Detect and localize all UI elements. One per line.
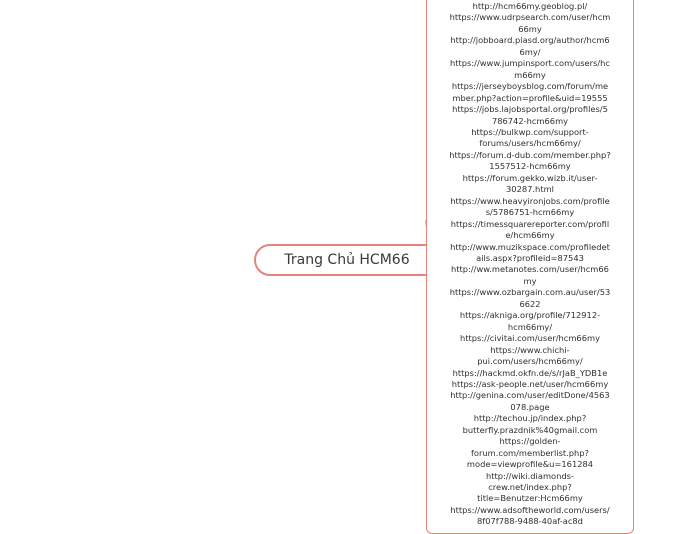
subtopic-text-line: http://hcm66my.geoblog.pl/ bbox=[472, 1, 588, 11]
subtopic-text-line: 8f07f788-9488-40af-ac8d bbox=[477, 516, 583, 527]
subtopic-text-line: mode=viewprofile&u=161284 bbox=[466, 459, 594, 470]
subtopic-text-line: https://www.chichi- bbox=[490, 344, 570, 355]
subtopic-text-line: https://civitai.com/user/hcm66my bbox=[460, 333, 600, 344]
subtopic-text-line: ails.aspx?profileid=87543 bbox=[476, 252, 584, 263]
subtopic-text-line: 30287.html bbox=[506, 184, 554, 195]
subtopic-text-line: http://ww.metanotes.com/user/hcm66 bbox=[451, 264, 609, 275]
subtopic-text-line: e/hcm66my bbox=[505, 230, 555, 241]
subtopic-text-line: forums/users/hcm66my/ bbox=[479, 138, 581, 149]
subtopic-text-line: https://ask-people.net/user/hcm66my bbox=[451, 378, 609, 389]
subtopic-text-line: 1557512-hcm66my bbox=[489, 161, 571, 172]
subtopic-text-line: https://www.heavyironjobs.com/profile bbox=[450, 195, 610, 206]
subtopic-text-line: 66my bbox=[518, 23, 542, 34]
subtopic-text-line: 6my/ bbox=[519, 46, 541, 57]
subtopic-text-line: http://techou.jp/index.php? bbox=[473, 413, 587, 424]
subtopic-text-line: https://www.ozbargain.com.au/user/53 bbox=[449, 287, 611, 298]
subtopic-text-line: https://jerseyboysblog.com/forum/me bbox=[451, 81, 609, 92]
subtopic-text-line: crew.net/index.php? bbox=[488, 482, 572, 493]
subtopic-text-line: https://jobs.lajobsportal.org/profiles/5 bbox=[452, 104, 608, 115]
subtopic-text-line: https://timessquarereporter.com/profil bbox=[450, 218, 610, 229]
subtopic-text-line: s/5786751-hcm66my bbox=[485, 207, 575, 218]
subtopic-text-line: butterfly.prazdnik%40gmail.com bbox=[462, 424, 598, 435]
root-topic-node[interactable] bbox=[254, 244, 440, 276]
subtopic-text-line: http://www.muzikspace.com/profiledet bbox=[450, 241, 610, 252]
subtopic-text-line: https://www.adsoftheworld.com/users/ bbox=[450, 504, 610, 515]
subtopic-text-line: https://akniga.org/profile/712912- bbox=[459, 310, 601, 321]
subtopic-text-line: http://genina.com/user/editDone/4563 bbox=[450, 390, 610, 401]
subtopic-text-line: forum.com/memberlist.php? bbox=[471, 447, 589, 458]
subtopic-text-line: https://www.udrpsearch.com/user/hcm bbox=[449, 12, 611, 23]
subtopic-text-line: http://wiki.diamonds- bbox=[486, 470, 574, 481]
subtopic-text-line: http://jobboard.piasd.org/author/hcm6 bbox=[450, 35, 610, 46]
subtopic-links-text bbox=[427, 1, 633, 528]
subtopic-text-line: https://forum.gekko.wizb.it/user- bbox=[462, 172, 598, 183]
subtopic-text-line: title=Benutzer:Hcm66my bbox=[477, 493, 583, 504]
subtopic-text-line: pui.com/users/hcm66my/ bbox=[477, 356, 583, 367]
subtopic-text-line: my bbox=[523, 275, 537, 286]
subtopic-text-line: mber.php?action=profile&uid=19555 bbox=[452, 92, 608, 103]
subtopic-text-line: 078.page bbox=[510, 401, 550, 412]
subtopic-text-line: https://hackmd.okfn.de/s/rJaB_YDB1e bbox=[452, 367, 608, 378]
subtopic-text-line: hcm66my/ bbox=[507, 321, 553, 332]
root-topic-label: Trang Chủ HCM66 bbox=[284, 252, 410, 268]
subtopic-text-line: 6622 bbox=[519, 298, 541, 309]
subtopic-text-line: https://golden- bbox=[499, 436, 561, 447]
subtopic-links-node[interactable] bbox=[426, 0, 634, 534]
subtopic-text-line: https://bulkwp.com/support- bbox=[471, 126, 589, 137]
subtopic-text-line: https://forum.d-dub.com/member.php? bbox=[449, 149, 611, 160]
subtopic-text-line: m66my bbox=[514, 69, 546, 80]
subtopic-text-line: https://www.jumpinsport.com/users/hc bbox=[450, 58, 610, 69]
subtopic-text-line: 786742-hcm66my bbox=[491, 115, 569, 126]
